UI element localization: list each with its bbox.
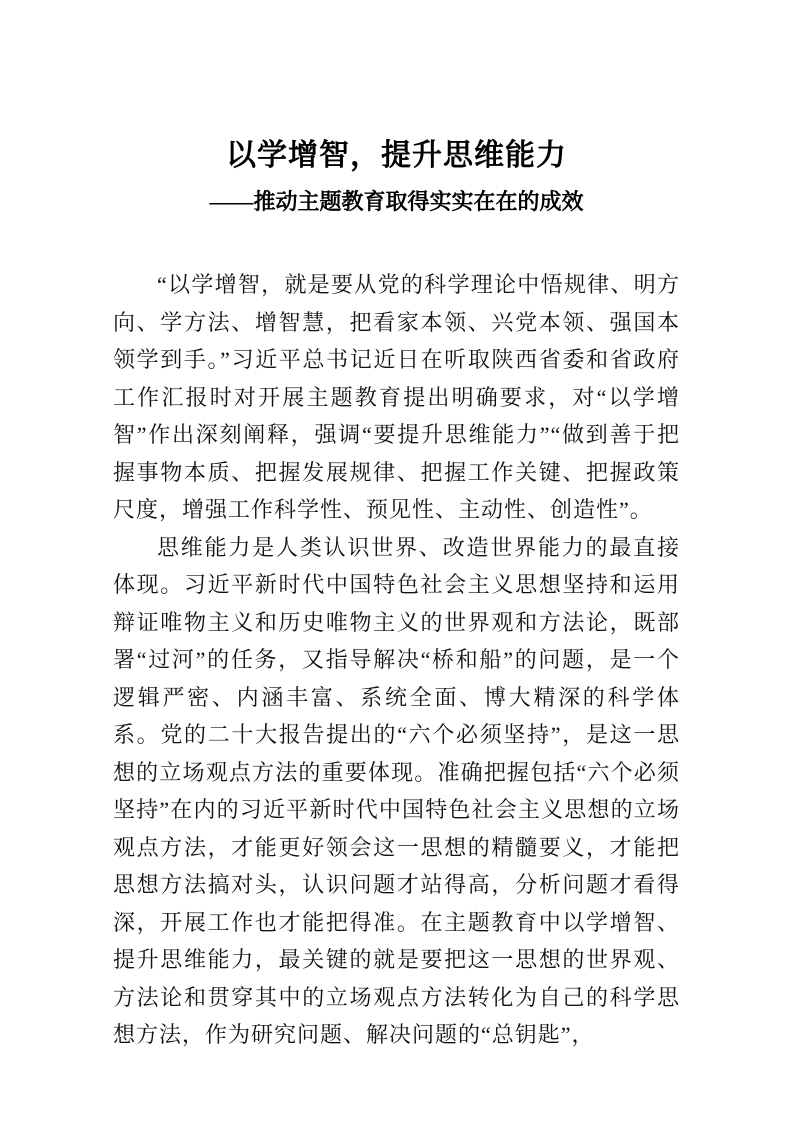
document-subtitle: ——推动主题教育取得实实在在的成效 <box>209 189 584 214</box>
document-title: 以学增智，提升思维能力 <box>226 139 567 172</box>
paragraph-1: “以学增智，就是要从党的科学理论中悟规律、明方向、学方法、增智慧，把看家本领、兴党本领、强国本领学到手。”习近平总书记近日在听取陕西省委和省政府工作汇报时对开展主题教育提出明确要求，对“以学增智”作出深刻阐释，强调“要提升思维能力”“做到善于把握事物本质、把握发展规律、把握工作关键、把握政策尺度，增强工作科学性、预见性、主动性、创造性”。 <box>113 272 680 522</box>
paragraph-2: 思维能力是人类认识世界、改造世界能力的最直接体现。习近平新时代中国特色社会主义思想坚持和运用辩证唯物主义和历史唯物主义的世界观和方法论，既部署“过河”的任务，又指导解决“桥和船”的问题，是一个逻辑严密、内涵丰富、系统全面、博大精深的科学体系。党的二十大报告提出的“六个必须坚持”，是这一思想的立场观点方法的重要体现。准确把握包括“六个必须坚持”在内的习近平新时代中国特色社会主义思想的立场观点方法，才能更好领会这一思想的精髓要义，才能把思想方法搞对头，认识问题才站得高，分析问题才看得深，开展工作也才能把得准。在主题教育中以学增智、提升思维能力，最关键的就是要把这一思想的世界观、方法论和贯穿其中的立场观点方法转化为自己的科学思想方法，作为研究问题、解决问题的“总钥匙”， <box>113 534 680 1047</box>
document-body <box>113 266 680 1054</box>
